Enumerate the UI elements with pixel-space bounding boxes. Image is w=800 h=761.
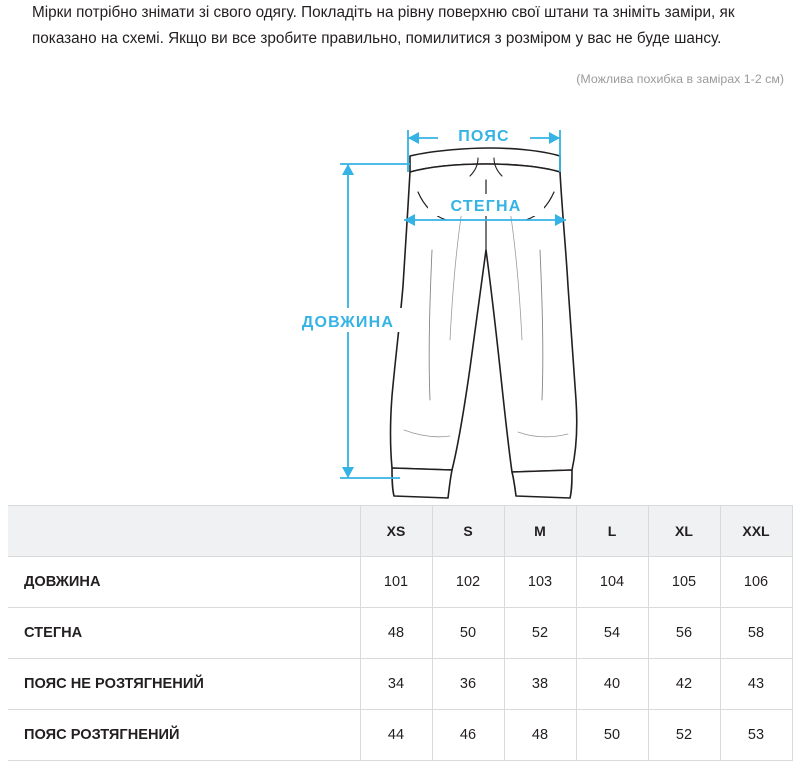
table-cell: 50 xyxy=(576,710,648,761)
table-col-header: XXL xyxy=(720,506,792,557)
table-row xyxy=(8,659,792,710)
table-cell: 106 xyxy=(720,557,792,608)
measurement-tolerance-note: (Можлива похибка в замірах 1-2 см) xyxy=(576,72,784,86)
table-col-header: XS xyxy=(360,506,432,557)
table-col-header: XL xyxy=(648,506,720,557)
diagram-label-hips: СТЕГНА xyxy=(450,198,522,215)
table-cell: 44 xyxy=(360,710,432,761)
table-col-header: S xyxy=(432,506,504,557)
table-row xyxy=(8,608,792,659)
table-row-label: ДОВЖИНА xyxy=(8,557,360,608)
table-cell: 46 xyxy=(432,710,504,761)
table-cell: 105 xyxy=(648,557,720,608)
table-corner-cell xyxy=(8,506,360,557)
table-cell: 56 xyxy=(648,608,720,659)
table-cell: 52 xyxy=(648,710,720,761)
table-cell: 102 xyxy=(432,557,504,608)
table-cell: 52 xyxy=(504,608,576,659)
intro-paragraph: Мірки потрібно знімати зі свого одягу. Покладіть на рівну поверхню свої штани та зніміть заміри, як показано на схемі. Якщо ви все зробите правильно, помилитися з розміром у вас не буде шансу. xyxy=(32,4,735,47)
size-table-head xyxy=(8,506,792,557)
table-cell: 40 xyxy=(576,659,648,710)
table-cell: 104 xyxy=(576,557,648,608)
table-cell: 101 xyxy=(360,557,432,608)
table-cell: 34 xyxy=(360,659,432,710)
table-cell: 50 xyxy=(432,608,504,659)
size-table xyxy=(8,505,793,761)
diagram-label-length: ДОВЖИНА xyxy=(301,314,395,331)
size-table-body xyxy=(8,557,792,761)
table-cell: 58 xyxy=(720,608,792,659)
table-col-header: M xyxy=(504,506,576,557)
table-cell: 42 xyxy=(648,659,720,710)
table-row-label: ПОЯС РОЗТЯГНЕНИЙ xyxy=(8,710,360,761)
table-cell: 36 xyxy=(432,659,504,710)
diagram-label-waist: ПОЯС xyxy=(458,128,510,145)
table-cell: 38 xyxy=(504,659,576,710)
table-row xyxy=(8,557,792,608)
table-cell: 48 xyxy=(360,608,432,659)
table-row-label: ПОЯС НЕ РОЗТЯГНЕНИЙ xyxy=(8,659,360,710)
table-cell: 54 xyxy=(576,608,648,659)
table-cell: 103 xyxy=(504,557,576,608)
table-col-header: L xyxy=(576,506,648,557)
table-row-label: СТЕГНА xyxy=(8,608,360,659)
table-row xyxy=(8,710,792,761)
size-table-wrapper xyxy=(8,505,792,761)
table-cell: 48 xyxy=(504,710,576,761)
table-header-row xyxy=(8,506,792,557)
pants-measurement-diagram xyxy=(0,100,800,500)
table-cell: 43 xyxy=(720,659,792,710)
table-cell: 53 xyxy=(720,710,792,761)
